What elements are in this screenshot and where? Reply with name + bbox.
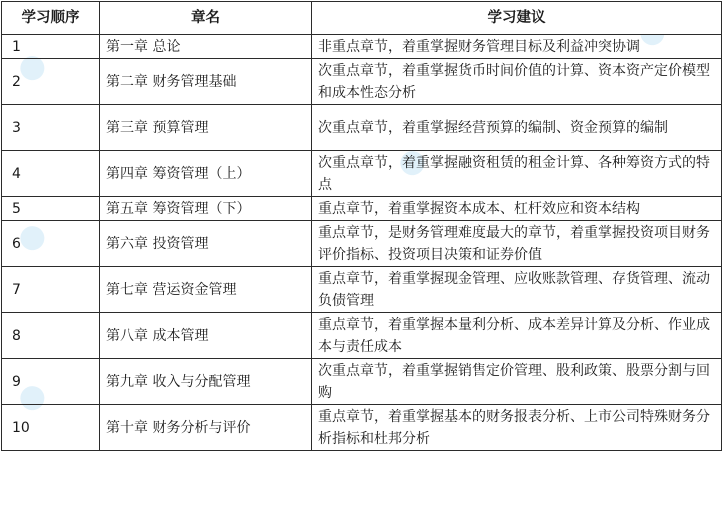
cell-chapter: 第一章 总论 xyxy=(100,35,312,59)
cell-seq: 6 xyxy=(2,221,100,267)
cell-seq: 7 xyxy=(2,267,100,313)
cell-advice: 重点章节，着重掌握基本的财务报表分析、上市公司特殊财务分析指标和杜邦分析 xyxy=(312,405,722,451)
table-row xyxy=(2,359,722,405)
cell-advice: 重点章节，是财务管理难度最大的章节，着重掌握投资项目财务评价指标、投资项目决策和证券价值 xyxy=(312,221,722,267)
cell-advice: 非重点章节，着重掌握财务管理目标及利益冲突协调 xyxy=(312,35,722,59)
table-row xyxy=(2,35,722,59)
cell-chapter: 第四章 筹资管理（上） xyxy=(100,151,312,197)
table-row xyxy=(2,59,722,105)
cell-chapter: 第八章 成本管理 xyxy=(100,313,312,359)
cell-advice: 重点章节，着重掌握现金管理、应收账款管理、存货管理、流动负债管理 xyxy=(312,267,722,313)
cell-seq: 10 xyxy=(2,405,100,451)
cell-seq: 9 xyxy=(2,359,100,405)
table-row xyxy=(2,405,722,451)
cell-seq: 1 xyxy=(2,35,100,59)
cell-seq: 2 xyxy=(2,59,100,105)
table-row xyxy=(2,267,722,313)
cell-chapter: 第十章 财务分析与评价 xyxy=(100,405,312,451)
cell-chapter: 第九章 收入与分配管理 xyxy=(100,359,312,405)
cell-chapter: 第六章 投资管理 xyxy=(100,221,312,267)
table-row xyxy=(2,197,722,221)
cell-seq: 3 xyxy=(2,105,100,151)
cell-chapter: 第七章 营运资金管理 xyxy=(100,267,312,313)
table-row xyxy=(2,221,722,267)
cell-chapter: 第三章 预算管理 xyxy=(100,105,312,151)
header-chapter-name: 章名 xyxy=(100,2,312,35)
cell-advice: 次重点章节，着重掌握销售定价管理、股利政策、股票分割与回购 xyxy=(312,359,722,405)
table-row xyxy=(2,313,722,359)
cell-chapter: 第二章 财务管理基础 xyxy=(100,59,312,105)
cell-advice: 次重点章节，着重掌握货币时间价值的计算、资本资产定价模型和成本性态分析 xyxy=(312,59,722,105)
study-plan-table xyxy=(1,1,722,451)
table-row xyxy=(2,151,722,197)
cell-advice: 重点章节，着重掌握资本成本、杠杆效应和资本结构 xyxy=(312,197,722,221)
cell-chapter: 第五章 筹资管理（下） xyxy=(100,197,312,221)
cell-advice: 次重点章节，着重掌握经营预算的编制、资金预算的编制 xyxy=(312,105,722,151)
header-study-advice: 学习建议 xyxy=(312,2,722,35)
cell-advice: 次重点章节，着重掌握融资租赁的租金计算、各种筹资方式的特点 xyxy=(312,151,722,197)
table-row xyxy=(2,105,722,151)
header-row xyxy=(2,2,722,35)
header-study-order: 学习顺序 xyxy=(2,2,100,35)
cell-seq: 8 xyxy=(2,313,100,359)
cell-advice: 重点章节，着重掌握本量利分析、成本差异计算及分析、作业成本与责任成本 xyxy=(312,313,722,359)
cell-seq: 4 xyxy=(2,151,100,197)
cell-seq: 5 xyxy=(2,197,100,221)
